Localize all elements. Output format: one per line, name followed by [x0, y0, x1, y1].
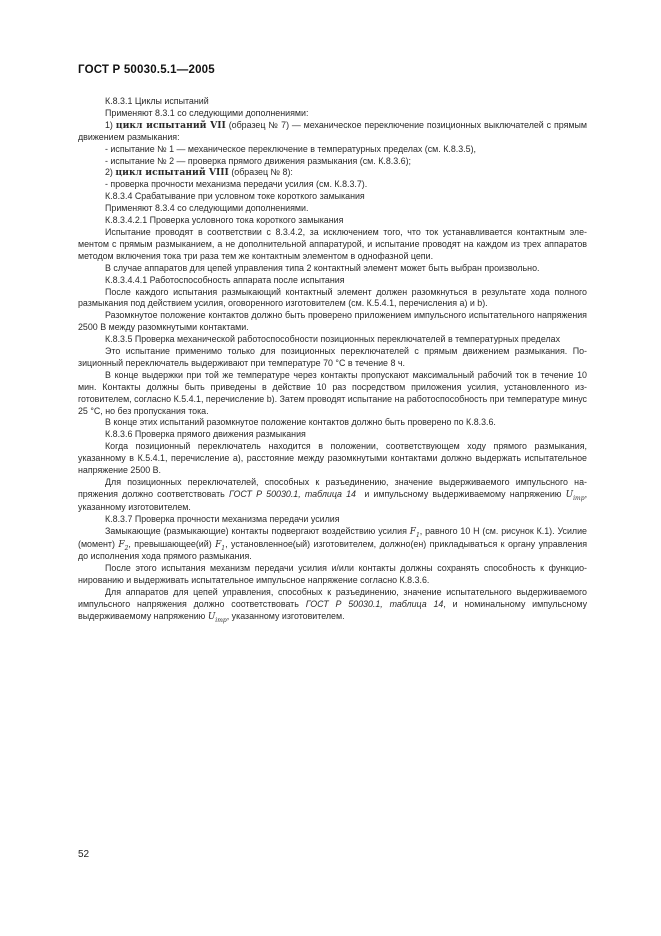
list-text: (образец № 8): — [231, 167, 293, 178]
section-heading: К.8.3.5 Проверка механической работоспособности позиционных переключателей в температурных пределах — [105, 334, 561, 345]
paragraph: После каждого испытания размыкающий контактный элемент должен разомкнуться в результате хода полного размыкания под действием усилия, оговоренного изготовителем (см. К.5.4.1, перечисления а) и b). — [78, 286, 587, 309]
symbol-u-imp: $U_{imp}$ — [207, 611, 227, 624]
paragraph: В конце выдержки при той же температуре через контакты пропускают максимальный рабочий ток в течение 10 мин. Контакты должны быть приведены в действие 10 раз посредством приложения усилия, установленного изготовителем, согласно К.5.4.1, перечисление b). Затем проводят испытание на работоспособность при температуре минус 25 °С, но без пропускания тока. — [78, 369, 587, 416]
standard-reference: ГОСТ Р 50030.1, таблица 14 — [228, 488, 356, 499]
symbol-f1: $F_1$ — [409, 526, 420, 539]
paragraph: После этого испытания механизм передачи усилия и/или контакты должны сохранять способность к функционированию и выдерживать испытательное импульсное напряжение согласно К.8.3.6. — [78, 563, 587, 586]
test-cycle-name: цикл испытаний VIII — [115, 167, 229, 179]
test-cycle-name: цикл испытаний VII — [115, 119, 226, 131]
section-heading: К.8.3.6 Проверка прямого движения размыкания — [105, 429, 306, 440]
paragraph: Это испытание применимо только для позиционных переключателей с прямым движением размыкания. Позиционный переключатель выдерживают при температуре 70 °С в течение 8 ч. — [78, 346, 587, 368]
list-item: - проверка прочности механизма передачи усилия (см. К.8.3.7). — [105, 179, 368, 190]
list-item — [78, 120, 587, 144]
list-number: 1) — [105, 119, 113, 130]
symbol-f1: $F_1$ — [215, 539, 226, 552]
list-item — [78, 167, 587, 179]
paragraph: Для аппаратов для цепей управления, способных к разъединению, значение испытательного выдерживаемого импульсного напряжения должно соответствовать ГОСТ Р 50030.1, таблица 14, и номинальному импульсному выдерживаемому напряжению $U_{imp}$, указанному изготовителем. — [78, 587, 588, 624]
list-item: - испытание № 1 — механическое переключение в температурных пределах (см. К.8.3.5), — [105, 143, 477, 154]
list-text: (образец № 7) — механическое переключение позиционных выключателей с прямым движением размыкания: — [78, 119, 587, 142]
symbol-f2: $F_2$ — [118, 539, 129, 552]
document-header: ГОСТ Р 50030.5.1—2005 — [78, 64, 215, 76]
paragraph: В конце этих испытаний разомкнутое положение контактов должно быть проверено по К.8.3.6. — [105, 417, 496, 428]
list-number: 2) — [105, 167, 113, 178]
section-heading: К.8.3.4 Срабатывание при условном токе короткого замыкания — [105, 191, 365, 202]
page-number: 52 — [78, 849, 90, 860]
paragraph: В случае аппаратов для цепей управления типа 2 контактный элемент может быть выбран произвольно. — [105, 262, 540, 273]
paragraph: Применяют 8.3.4 со следующими дополнениями. — [105, 203, 309, 214]
symbol-u-imp: $U_{imp}$ — [565, 489, 585, 502]
list-item: - испытание № 2 — проверка прямого движения размыкания (см. К.8.3.6); — [105, 155, 412, 166]
section-heading: К.8.3.1 Циклы испытаний — [105, 96, 209, 106]
section-heading: К.8.3.7 Проверка прочности механизма передачи усилия — [105, 513, 340, 524]
paragraph: Применяют 8.3.1 со следующими дополнениями: — [105, 107, 309, 118]
standard-reference: ГОСТ Р 50030.1, таблица 14 — [305, 599, 444, 610]
paragraph: Разомкнутое положение контактов должно быть проверено приложением импульсного испытательного напряжения 2500 В между разомкнутыми контактами. — [78, 310, 587, 333]
document-body — [78, 96, 587, 624]
paragraph: Испытание проводят в соответствии с 8.3.4.2, за исключением того, что ток устанавливается контактным элементом с прямым размыканием, а не дополнительной аппаратурой, и испытание проводят на каждом из трех аппаратов методом включения тока три раза тем же контактным элементом в однофазной цепи. — [78, 226, 587, 261]
paragraph: Замыкающие (размыкающие) контакты подвергают воздействию усилия $F_1$, равного 10 Н (см. рисунок К.1). Усилие (момент) $F_2$, превышающее(ий) $F_1$, установленное(ый) изготовителем, должно(ен) прикладываться к органу управления до исполнения хода прямого размыкания. — [78, 525, 588, 562]
section-heading: К.8.3.4.4.1 Работоспособность аппарата после испытания — [105, 274, 345, 285]
paragraph: Для позиционных переключателей, способных к разъединению, значение выдерживаемого импульсного напряжения должно соответствовать ГОСТ Р 50030.1, таблица 14 и импульсному выдерживаемому напряжению $U_{imp}$, указанному изготовителем. — [78, 477, 588, 512]
section-heading: К.8.3.4.2.1 Проверка условного тока короткого замыкания — [105, 215, 344, 226]
paragraph: Когда позиционный переключатель находится в положении, соответствующем ходу прямого размыкания, указанному в К.5.4.1, перечисление а), расстояние между разомкнутыми контактами должно выдержать испытательное напряжение 2500 В. — [78, 441, 587, 476]
